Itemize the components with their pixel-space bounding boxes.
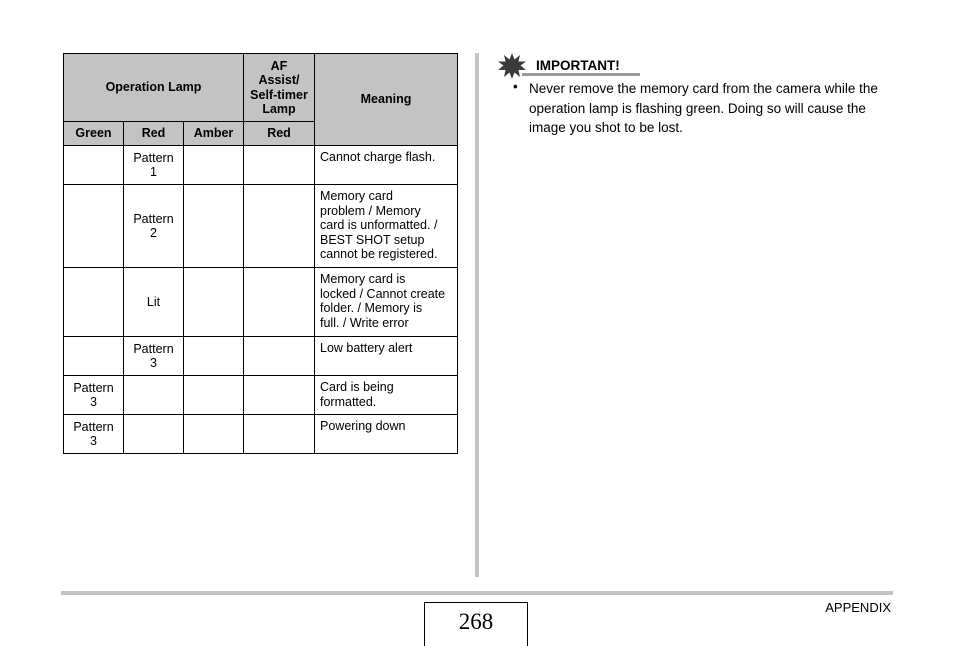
cell-green <box>64 337 124 376</box>
page-number: 268 <box>458 609 494 634</box>
important-text: Never remove the memory card from the camera while the operation lamp is flashing green. Doing so will cause the image you shot to be lost. <box>529 81 878 135</box>
cell-red: Pattern 1 <box>124 146 184 185</box>
table-row <box>64 376 458 415</box>
cell-af-red <box>244 268 315 337</box>
cell-meaning: Cannot charge flash. <box>315 146 458 185</box>
important-underline <box>522 73 640 76</box>
table-row <box>64 268 458 337</box>
table-row <box>64 146 458 185</box>
footer-rule <box>61 591 893 595</box>
cell-amber <box>184 415 244 454</box>
header-meaning: Meaning <box>315 54 458 146</box>
lamp-status-table <box>63 53 458 454</box>
table-row <box>64 415 458 454</box>
table-row <box>64 185 458 268</box>
cell-green <box>64 146 124 185</box>
cell-meaning: Powering down <box>315 415 458 454</box>
header-red: Red <box>124 122 184 146</box>
cell-amber <box>184 376 244 415</box>
header-operation-lamp: Operation Lamp <box>64 54 244 122</box>
cell-meaning: Low battery alert <box>315 337 458 376</box>
cell-af-red <box>244 146 315 185</box>
page-number-box <box>424 602 528 646</box>
cell-red <box>124 415 184 454</box>
header-af-red: Red <box>244 122 315 146</box>
table-row <box>64 337 458 376</box>
cell-red: Pattern 2 <box>124 185 184 268</box>
table-body <box>64 146 458 454</box>
cell-af-red <box>244 185 315 268</box>
cell-green: Pattern 3 <box>64 376 124 415</box>
cell-meaning: Card is being formatted. <box>315 376 458 415</box>
cell-green: Pattern 3 <box>64 415 124 454</box>
cell-amber <box>184 268 244 337</box>
cell-amber <box>184 146 244 185</box>
cell-af-red <box>244 337 315 376</box>
important-title: IMPORTANT! <box>536 58 620 73</box>
cell-af-red <box>244 376 315 415</box>
cell-meaning: Memory card is locked / Cannot create folder. / Memory is full. / Write error <box>315 268 458 337</box>
cell-red <box>124 376 184 415</box>
header-af-assist-lamp: AF Assist/ Self-timer Lamp <box>244 54 315 122</box>
cell-green <box>64 268 124 337</box>
bullet-icon: • <box>513 79 518 94</box>
cell-green <box>64 185 124 268</box>
header-amber: Amber <box>184 122 244 146</box>
important-heading <box>498 53 640 77</box>
cell-amber <box>184 185 244 268</box>
cell-red: Pattern 3 <box>124 337 184 376</box>
cell-af-red <box>244 415 315 454</box>
cell-meaning: Memory card problem / Memory card is unformatted. / BEST SHOT setup cannot be registered. <box>315 185 458 268</box>
header-green: Green <box>64 122 124 146</box>
section-label: APPENDIX <box>825 600 891 615</box>
cell-red: Lit <box>124 268 184 337</box>
column-divider <box>475 53 479 577</box>
cell-amber <box>184 337 244 376</box>
